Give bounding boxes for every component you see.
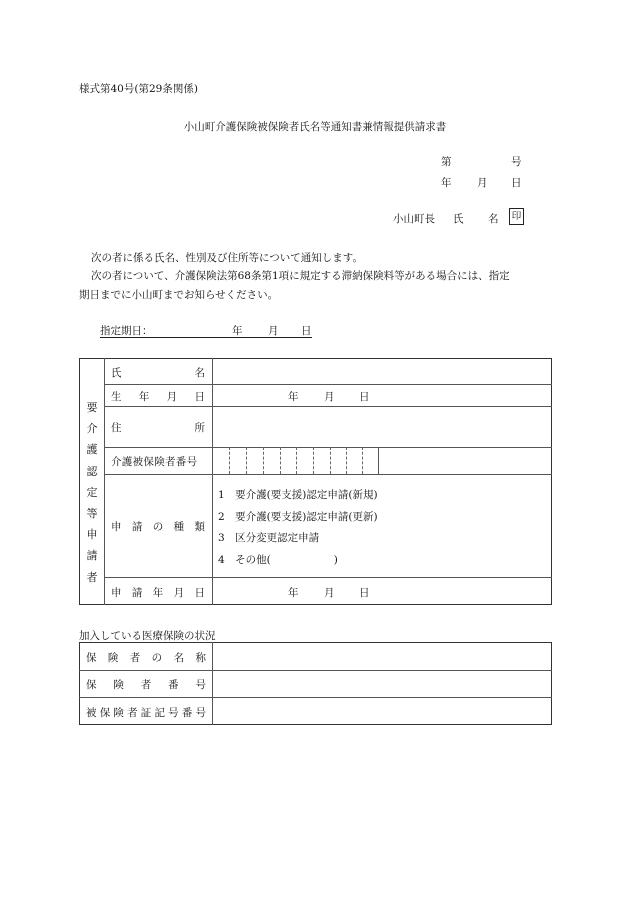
birth-day: 日: [359, 391, 370, 403]
designated-date-day: 日: [301, 325, 312, 337]
form-number: 様式第40号(第29条関係): [79, 83, 198, 95]
card-number-label-char: 記: [154, 707, 165, 719]
insurer-number-label-char: 保: [86, 679, 97, 691]
application-type-option: 3 区分変更認定申請: [218, 532, 320, 544]
side-title-char: 申: [86, 528, 98, 542]
card-number-label-char: 号: [195, 707, 206, 719]
card-number-label-char: 保: [99, 707, 111, 719]
card-number-label-char: 者: [127, 707, 138, 719]
side-title-char: 介: [86, 422, 98, 436]
application-type-label: [111, 519, 205, 534]
insurance-section-title: 加入している医療保険の状況: [79, 630, 216, 642]
notice-paragraph-2-line-2: 期日までに小山町までお知らせください。: [79, 289, 279, 301]
application-type-label-char: の: [152, 521, 164, 533]
address-label-char: 所: [194, 422, 205, 434]
insurer-name-label-char: 称: [195, 652, 206, 664]
notice-paragraph-2-line-1: 次の者について、介護保険法第68条第1項に規定する滞納保険料等がある場合には、指定: [91, 270, 510, 282]
card-number-label-char: 番: [181, 707, 193, 719]
application-type-label-char: 種: [173, 521, 185, 533]
name-label-char: 氏: [111, 367, 122, 379]
insurer-name-label-char: 名: [173, 652, 185, 664]
mayor-name-label-1: 氏: [453, 213, 464, 225]
card-number-label-char: 険: [113, 707, 124, 719]
notice-paragraph-1: 次の者に係る氏名、性別及び住所等について通知します。: [91, 252, 363, 264]
insurer-name-label-char: の: [151, 652, 163, 664]
application-day: 日: [359, 587, 370, 599]
birth-label-char: 年: [138, 391, 150, 403]
designated-date: [100, 323, 312, 338]
application-type-label-char: 類: [194, 521, 205, 533]
application-date-label-char: 月: [173, 587, 185, 599]
birth-label-char: 日: [194, 391, 205, 403]
issue-date-day: 日: [511, 177, 522, 189]
insurer-number-label-char: 者: [140, 679, 152, 691]
insurer-name-label: [86, 650, 206, 665]
insurer-number-label: [86, 677, 206, 692]
side-title-char: 請: [86, 549, 98, 563]
insurer-name-label-char: 保: [86, 652, 97, 664]
applicant-side-title: [80, 397, 104, 588]
card-number-label-char: 号: [168, 707, 179, 719]
birth-date-label: [111, 389, 205, 404]
application-type-label-char: 申: [111, 521, 122, 533]
side-title-char: 要: [86, 401, 98, 414]
application-month: 月: [324, 587, 335, 599]
name-label-char: 名: [194, 367, 205, 379]
side-title-char: 等: [86, 507, 98, 521]
document-title: 小山町介護保険被保険者氏名等通知書兼情報提供請求書: [183, 121, 447, 133]
application-type-label-char: 請: [131, 521, 143, 533]
birth-year: 年: [288, 391, 299, 403]
application-type-option: 4 その他( ): [218, 554, 338, 566]
designated-date-month: 月: [268, 325, 279, 337]
birth-month: 月: [324, 391, 335, 403]
card-number-label-char: 被: [86, 707, 97, 719]
application-date-label-char: 年: [152, 587, 164, 599]
insurer-number-label-char: 険: [113, 679, 124, 691]
application-date-label-char: 請: [131, 587, 143, 599]
mayor-signature: [393, 211, 499, 226]
designated-date-label: 指定期日：: [100, 325, 153, 337]
side-title-char: 護: [86, 443, 98, 457]
mayor-label: 小山町長: [393, 213, 435, 225]
address-label: [111, 420, 205, 435]
issue-number-prefix: 第: [441, 156, 452, 168]
name-label: [111, 365, 205, 380]
insurer-number-label-char: 号: [195, 679, 206, 691]
card-number-label: [86, 705, 206, 720]
side-title-char: 認: [86, 464, 98, 478]
insurer-name-label-char: 険: [107, 652, 119, 664]
insured-number-label: 介護被保険者番号: [111, 456, 198, 468]
issue-date-month: 月: [477, 177, 488, 189]
side-title-char: 定: [86, 485, 98, 499]
application-type-option: 2 要介護(要支援)認定申請(更新): [218, 511, 378, 523]
insurer-name-label-char: 者: [129, 652, 141, 664]
mayor-name-label-2: 名: [488, 213, 499, 225]
issue-date-year: 年: [441, 177, 452, 189]
application-type-option: 1 要介護(要支援)認定申請(新規): [218, 489, 378, 501]
birth-label-char: 生: [111, 391, 122, 403]
address-label-char: 住: [111, 422, 122, 434]
side-title-char: 者: [86, 570, 98, 584]
application-year: 年: [288, 587, 299, 599]
application-date-label-char: 日: [194, 587, 205, 599]
issue-number-suffix: 号: [511, 156, 522, 168]
application-date-label: [111, 585, 205, 600]
birth-label-char: 月: [166, 391, 178, 403]
insurer-number-label-char: 番: [168, 679, 179, 691]
application-date-label-char: 申: [111, 587, 122, 599]
designated-date-year: 年: [232, 325, 243, 337]
card-number-label-char: 証: [140, 707, 152, 719]
seal-stamp: 印: [509, 208, 524, 225]
